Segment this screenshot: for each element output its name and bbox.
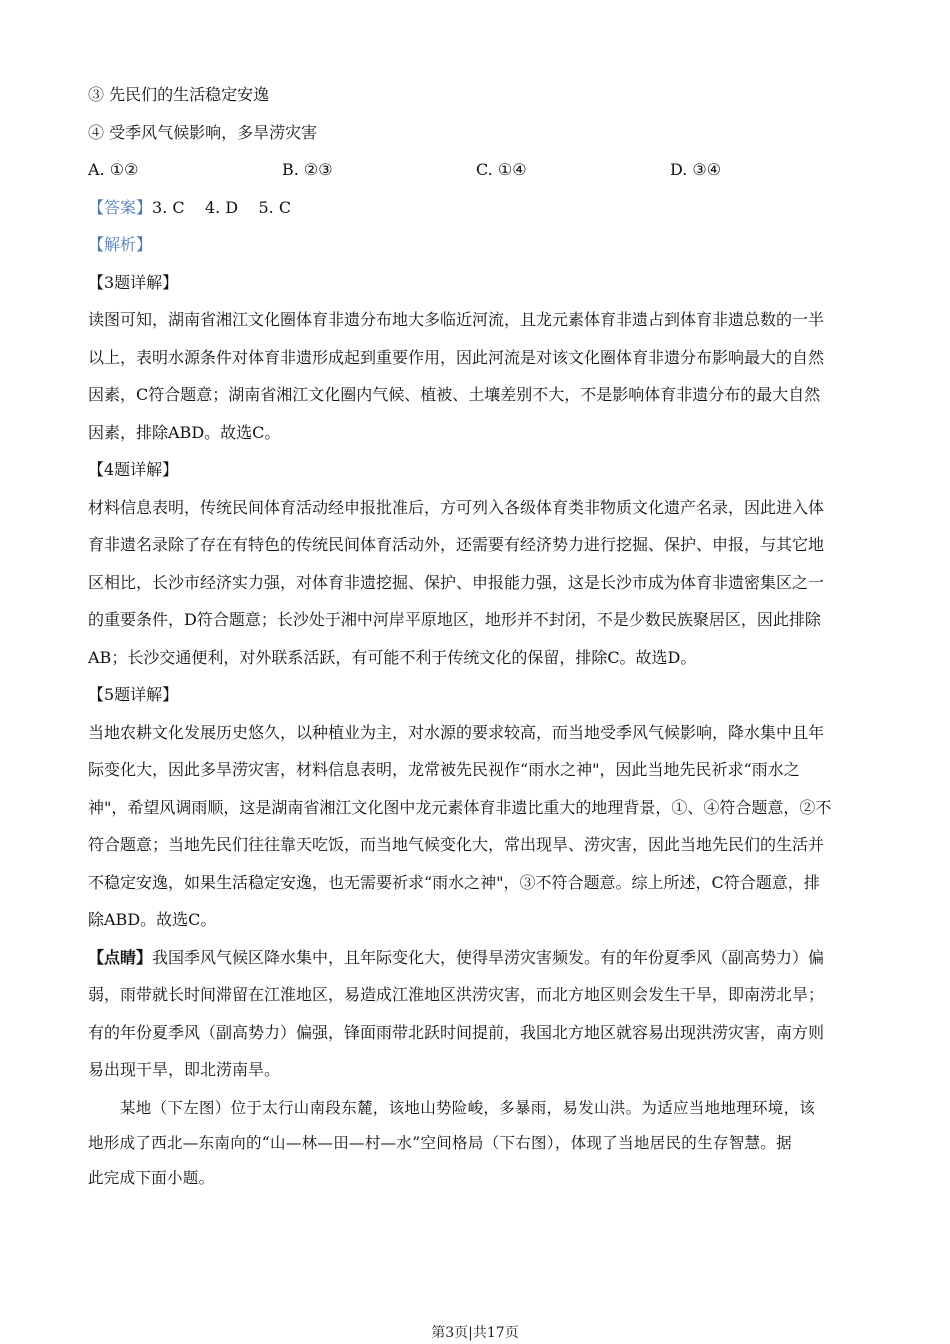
option-c: C. ①④ — [476, 160, 527, 179]
q5-line: 不稳定安逸，如果生活稳定安逸，也无需要祈求“雨水之神"，③不符合题意。综上所述，C符合题意，排 — [88, 872, 820, 892]
next-question-intro — [88, 1091, 864, 1196]
q5-line: 符合题意；当地先民们往往靠天吃饭，而当地气候变化大，常出现旱、涝灾害，因此当地先民们的生活并 — [88, 835, 825, 854]
answer-tag: 【答案】 — [88, 197, 153, 217]
q3-line: 因素，C符合题意；湖南省湘江文化圈内气候、植被、土壤差别不大，不是影响体育非遗分布的最大自然 — [88, 385, 821, 404]
document-page — [88, 76, 864, 1196]
answer-options — [88, 151, 864, 189]
q5-heading: 【5题详解】 — [88, 685, 179, 704]
q4-line: 区相比，长沙市经济实力强，对体育非遗挖掘、保护、申报能力强，这是长沙市成为体育非遗密集区之一 — [88, 572, 825, 592]
option-a: A. ①② — [88, 160, 139, 179]
intro-line: 某地（下左图）位于太行山南段东麓，该地山势险峻，多暴雨，易发山洪。为适应当地地理环境，该 — [120, 1098, 816, 1117]
q5-line: 除ABD。故选C。 — [88, 910, 217, 929]
tip-first-line: 我国季风气候区降水集中，且年际变化大，使得旱涝灾害频发。有的年份夏季风（副高势力）偏 — [152, 947, 825, 967]
tip-line: 易出现干旱，即北涝南旱。 — [88, 1060, 281, 1079]
q4-line: 育非遗名录除了存在有特色的传统民间体育活动外，还需要有经济势力进行挖掘、保护、申报，与其它地 — [88, 535, 825, 554]
q4-line: 材料信息表明，传统民间体育活动经申报批准后，方可列入各级体育类非物质文化遗产名录，因此进入体 — [88, 497, 825, 517]
q4-explanation — [88, 489, 864, 677]
q4-line: AB；长沙交通便利，对外联系活跃，有可能不利于传统文化的保留，排除C。故选D。 — [88, 647, 697, 667]
intro-line: 地形成了西北—东南向的“山—林—田—村—水”空间格局（下右图），体现了当地居民的生存智慧。据 — [88, 1133, 792, 1152]
q3-line: 因素，排除ABD。故选C。 — [88, 422, 281, 442]
q5-line: 当地农耕文化发展历史悠久，以种植业为主，对水源的要求较高，而当地受季风气候影响，降水集中且年 — [88, 722, 825, 742]
answer-text: 3. C 4. D 5. C — [152, 197, 292, 217]
analysis-tag: 【解析】 — [88, 235, 153, 254]
q5-explanation — [88, 714, 864, 939]
tip-line — [88, 939, 864, 977]
q4-heading: 【4题详解】 — [88, 460, 179, 479]
option-d: D. ③④ — [670, 160, 722, 179]
page-footer: 第3页|共17页 — [431, 1325, 519, 1341]
q4-line: 的重要条件，D符合题意；长沙处于湘中河岸平原地区，地形并不封闭，不是少数民族聚居区，因此排除 — [88, 610, 821, 629]
statement-3: ③ 先民们的生活稳定安逸 — [88, 85, 270, 104]
tip-section — [88, 939, 864, 1089]
q3-explanation — [88, 301, 864, 451]
tip-line: 弱，雨带就长时间滞留在江淮地区，易造成江淮地区洪涝灾害，而北方地区则会发生干旱，即南涝北旱； — [88, 985, 825, 1004]
q3-line: 以上，表明水源条件对体育非遗形成起到重要作用，因此河流是对该文化圈体育非遗分布影响最大的自然 — [88, 347, 825, 367]
q5-line: 神"，希望风调雨顺，这是湖南省湘江文化图中龙元素体育非遗比重大的地理背景，①、④符合题意，②不 — [88, 797, 832, 817]
q3-line: 读图可知，湖南省湘江文化圈体育非遗分布地大多临近河流，且龙元素体育非遗占到体育非遗总数的一半 — [88, 310, 825, 329]
tip-line: 有的年份夏季风（副高势力）偏强，锋面雨带北跃时间提前，我国北方地区就容易出现洪涝灾害，南方则 — [88, 1022, 825, 1042]
answer-line — [88, 189, 864, 227]
tip-tag: 【点睛】 — [88, 947, 153, 967]
q3-heading: 【3题详解】 — [88, 272, 179, 292]
option-b: B. ②③ — [282, 160, 333, 179]
intro-line: 此完成下面小题。 — [88, 1168, 215, 1187]
statement-4: ④ 受季风气候影响，多旱涝灾害 — [88, 122, 318, 142]
q5-line: 际变化大，因此多旱涝灾害，材料信息表明，龙常被先民视作“雨水之神"，因此当地先民祈求“雨水之 — [88, 760, 800, 779]
